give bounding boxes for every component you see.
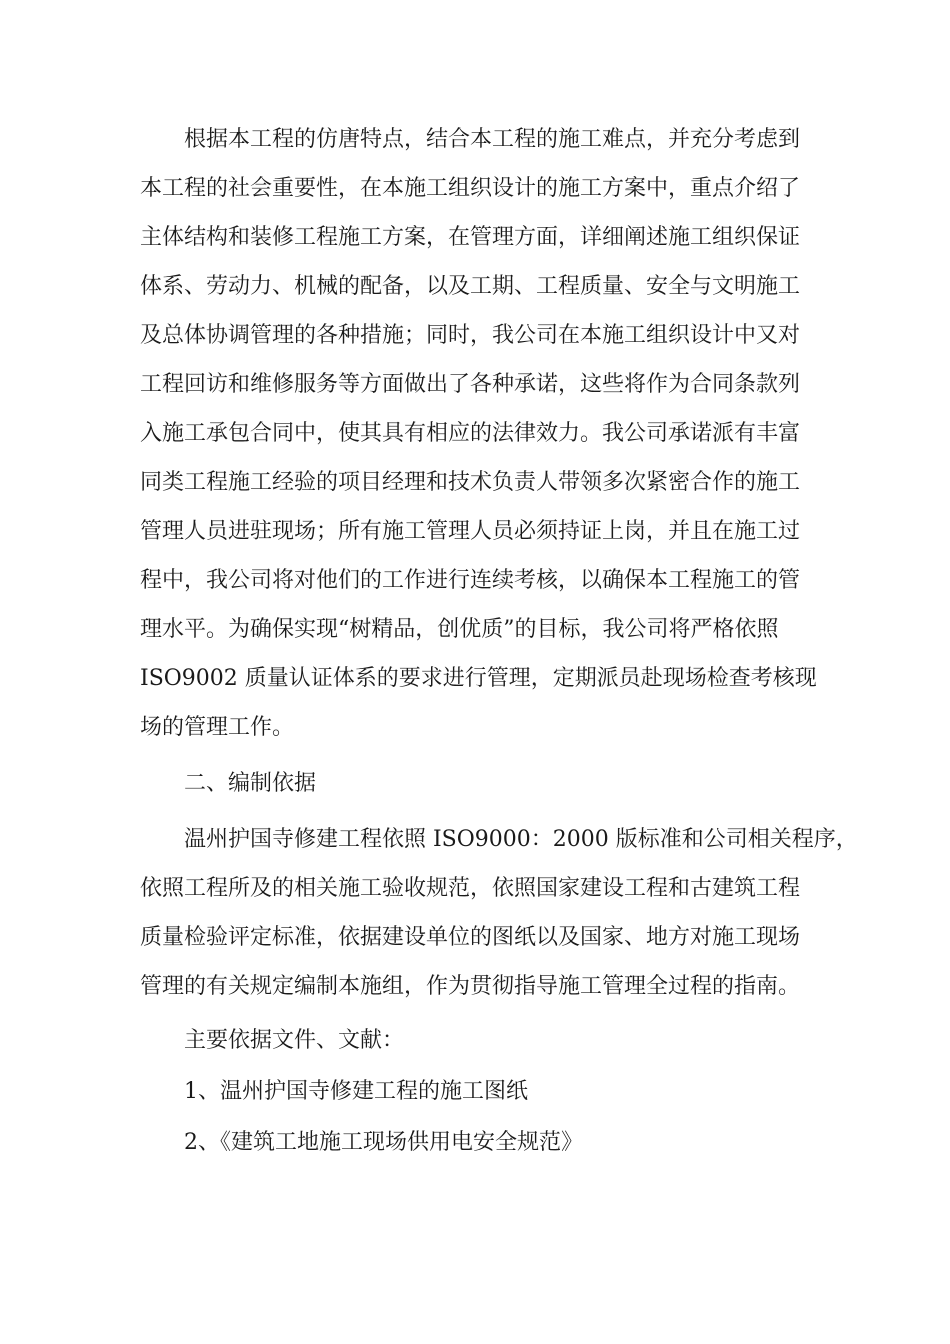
- paragraph-1-line-4: 体系、劳动力、机械的配备，以及工期、工程质量、安全与文明施工: [140, 274, 801, 299]
- list-item-2: 2、《建筑工地施工现场供用电安全规范》: [184, 1130, 583, 1155]
- paragraph-2-line-3: 质量检验评定标准，依据建设单位的图纸以及国家、地方对施工现场: [140, 925, 801, 950]
- paragraph-1-line-7: 入施工承包合同中，使其具有相应的法律效力。我公司承诺派有丰富: [140, 421, 801, 446]
- paragraph-1-line-11: 理水平。为确保实现“树精品，创优质”的目标，我公司将严格依照: [140, 617, 779, 642]
- paragraph-1-line-13: 场的管理工作。: [140, 715, 295, 740]
- paragraph-1-line-10: 程中，我公司将对他们的工作进行连续考核，以确保本工程施工的管: [140, 568, 801, 593]
- paragraph-2-line-1: 温州护国寺修建工程依照 ISO9000：2000 版标准和公司相关程序，: [184, 827, 858, 852]
- paragraph-1-line-9: 管理人员进驻现场；所有施工管理人员必须持证上岗，并且在施工过: [140, 519, 801, 544]
- paragraph-1-line-3: 主体结构和装修工程施工方案，在管理方面，详细阐述施工组织保证: [140, 225, 801, 250]
- paragraph-1-line-12: ISO9002 质量认证体系的要求进行管理，定期派员赴现场检查考核现: [140, 666, 817, 691]
- paragraph-2-line-4: 管理的有关规定编制本施组，作为贯彻指导施工管理全过程的指南。: [140, 974, 801, 999]
- list-heading: 主要依据文件、文献：: [184, 1028, 405, 1053]
- paragraph-1-line-8: 同类工程施工经验的项目经理和技术负责人带领多次紧密合作的施工: [140, 470, 801, 495]
- section-heading: 二、编制依据: [184, 771, 317, 796]
- paragraph-1-line-5: 及总体协调管理的各种措施；同时，我公司在本施工组织设计中又对: [140, 323, 801, 348]
- paragraph-1-line-1: 根据本工程的仿唐特点，结合本工程的施工难点，并充分考虑到: [184, 127, 801, 152]
- paragraph-1-line-6: 工程回访和维修服务等方面做出了各种承诺，这些将作为合同条款列: [140, 372, 801, 397]
- list-item-1: 1、温州护国寺修建工程的施工图纸: [184, 1079, 528, 1104]
- paragraph-2-line-2: 依照工程所及的相关施工验收规范，依照国家建设工程和古建筑工程: [140, 876, 801, 901]
- paragraph-1-line-2: 本工程的社会重要性，在本施工组织设计的施工方案中，重点介绍了: [140, 176, 801, 201]
